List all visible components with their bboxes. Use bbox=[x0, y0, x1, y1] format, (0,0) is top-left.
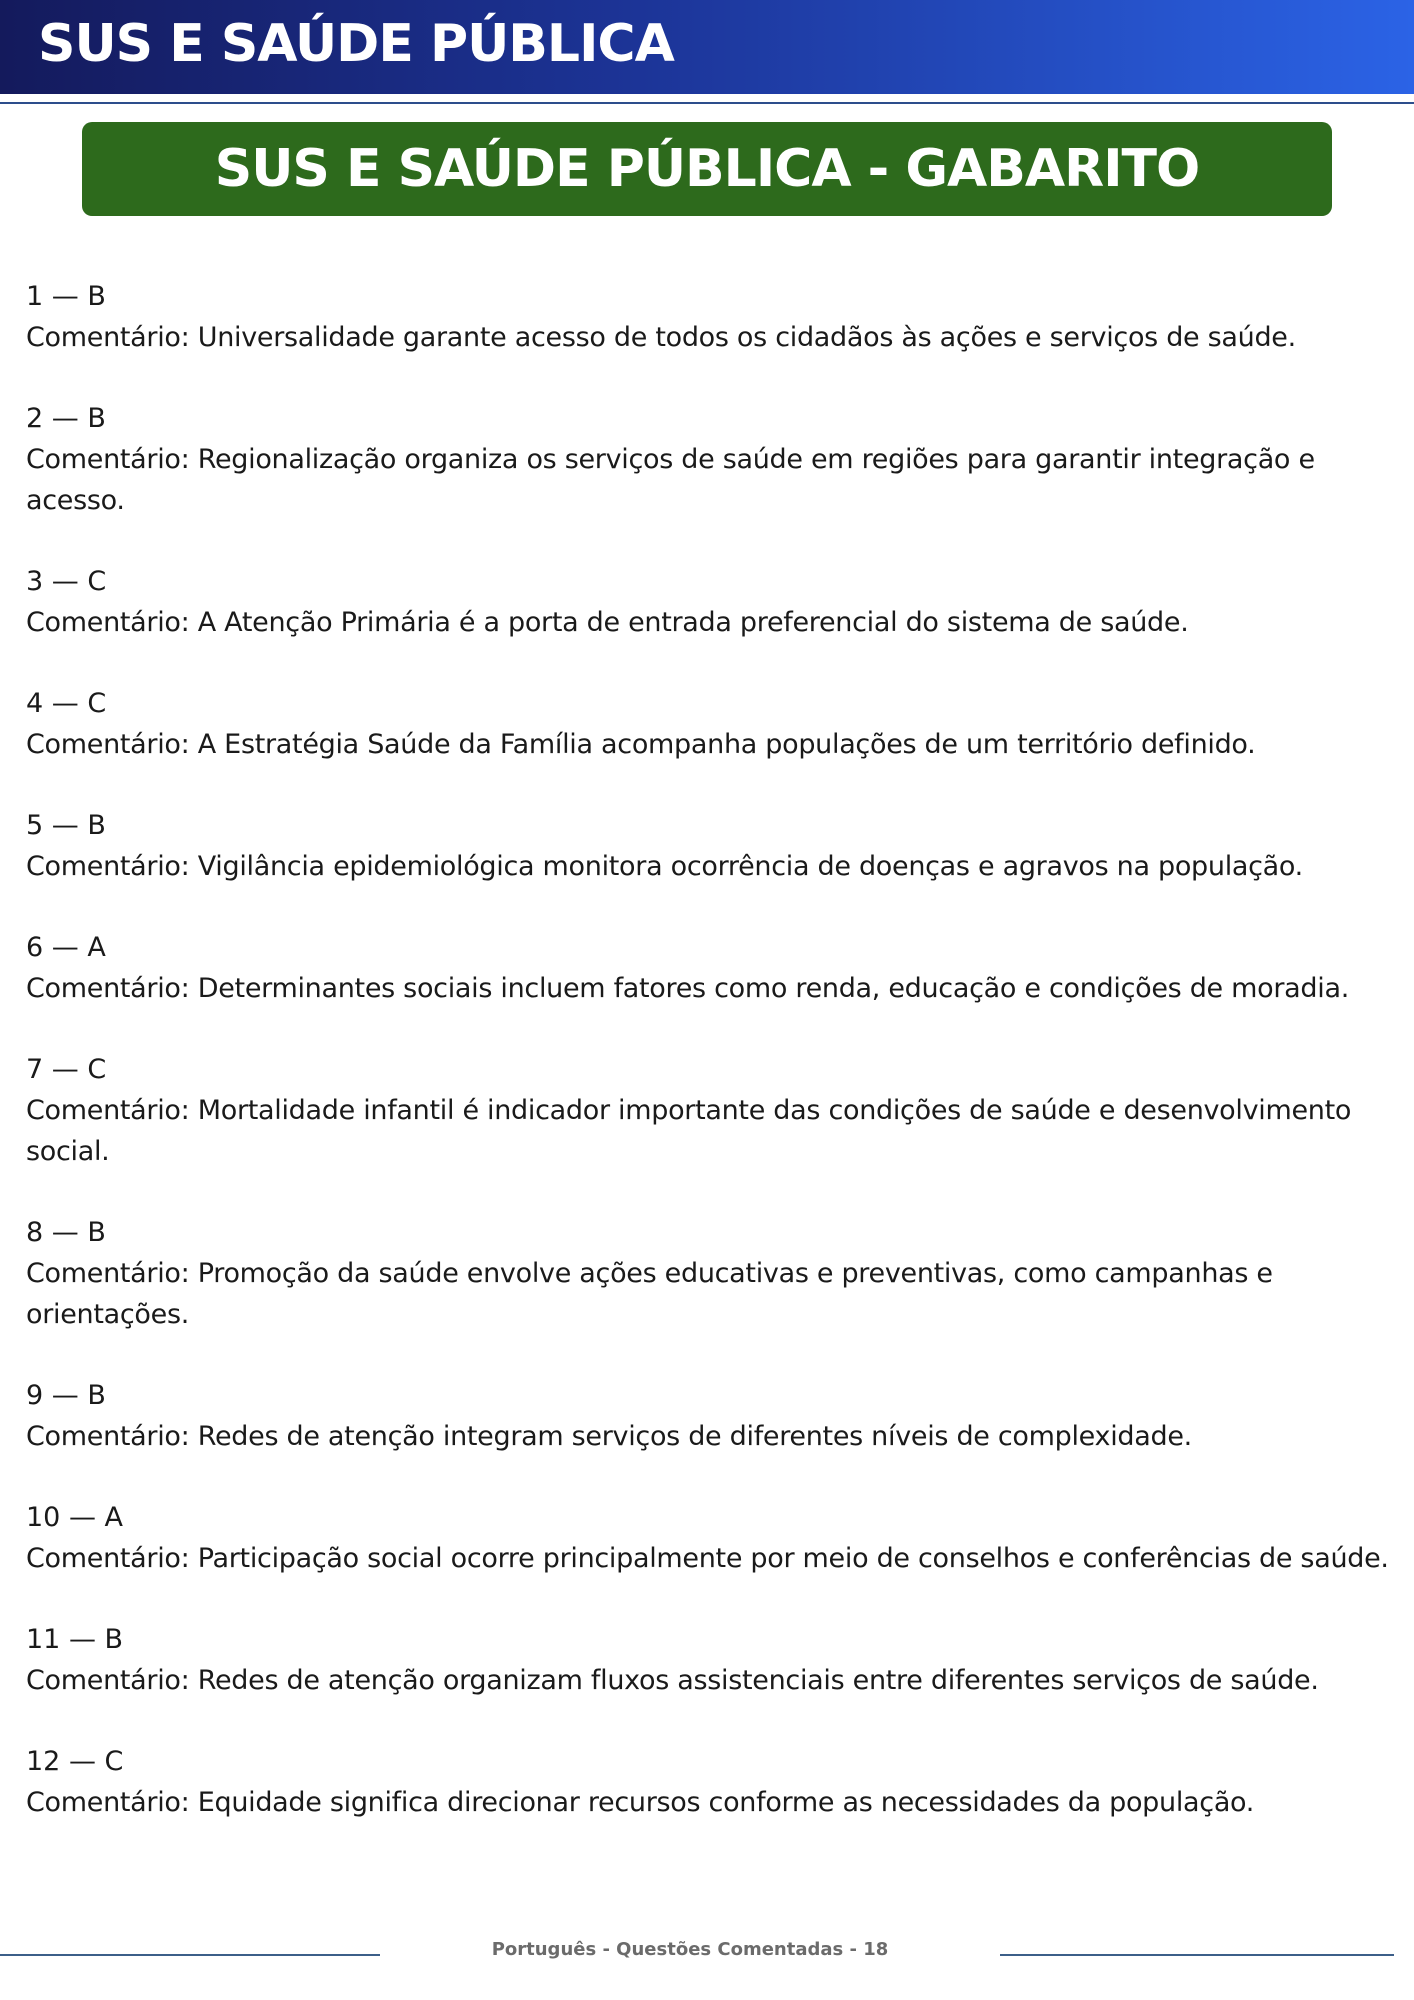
answer-item bbox=[26, 1741, 1398, 1823]
page-footer bbox=[0, 1937, 1414, 1967]
answer-key: 7 — C bbox=[26, 1054, 107, 1085]
answer-comment: Comentário: Mortalidade infantil é indicador importante das condições de saúde e desenvolvimento social. bbox=[26, 1095, 1352, 1167]
answer-key: 8 — B bbox=[26, 1217, 106, 1248]
banner-title: SUS E SAÚDE PÚBLICA bbox=[38, 14, 674, 74]
section-title: SUS E SAÚDE PÚBLICA - GABARITO bbox=[214, 139, 1200, 199]
footer-rule-right bbox=[1000, 1954, 1394, 1956]
answer-comment: Comentário: Redes de atenção organizam fluxos assistenciais entre diferentes serviços de saúde. bbox=[26, 1665, 1319, 1696]
answer-key: 5 — B bbox=[26, 810, 106, 841]
banner-divider bbox=[0, 102, 1414, 104]
answer-item bbox=[26, 398, 1398, 521]
answer-item bbox=[26, 927, 1398, 1009]
answer-comment: Comentário: Vigilância epidemiológica monitora ocorrência de doenças e agravos na população. bbox=[26, 851, 1303, 882]
answer-key: 9 — B bbox=[26, 1380, 106, 1411]
answer-key: 3 — C bbox=[26, 566, 107, 597]
answer-key: 2 — B bbox=[26, 403, 106, 434]
answer-comment: Comentário: Redes de atenção integram serviços de diferentes níveis de complexidade. bbox=[26, 1421, 1192, 1452]
answer-comment: Comentário: Promoção da saúde envolve ações educativas e preventivas, como campanhas e orientações. bbox=[26, 1258, 1273, 1330]
answer-comment: Comentário: Participação social ocorre principalmente por meio de conselhos e conferências de saúde. bbox=[26, 1543, 1389, 1574]
answer-key: 6 — A bbox=[26, 932, 106, 963]
answer-item bbox=[26, 1212, 1398, 1335]
answer-item bbox=[26, 1375, 1398, 1457]
answer-comment: Comentário: A Estratégia Saúde da Família acompanha populações de um território definido. bbox=[26, 729, 1256, 760]
answer-key: 12 — C bbox=[26, 1746, 124, 1777]
answer-key: 10 — A bbox=[26, 1502, 123, 1533]
answer-comment: Comentário: Equidade significa direcionar recursos conforme as necessidades da população. bbox=[26, 1787, 1255, 1818]
answer-comment: Comentário: Determinantes sociais incluem fatores como renda, educação e condições de moradia. bbox=[26, 973, 1349, 1004]
answer-item bbox=[26, 561, 1398, 643]
answer-item bbox=[26, 805, 1398, 887]
footer-text: Português - Questões Comentadas - 18 bbox=[491, 1939, 889, 1960]
section-header bbox=[82, 122, 1332, 216]
answer-key: 11 — B bbox=[26, 1624, 124, 1655]
answer-item bbox=[26, 1497, 1398, 1579]
top-banner bbox=[0, 0, 1414, 94]
answer-list bbox=[26, 276, 1398, 1863]
answer-comment: Comentário: Regionalização organiza os serviços de saúde em regiões para garantir integração e acesso. bbox=[26, 444, 1315, 516]
footer-rule-left bbox=[0, 1954, 380, 1956]
answer-item bbox=[26, 683, 1398, 765]
answer-item bbox=[26, 276, 1398, 358]
answer-comment: Comentário: Universalidade garante acesso de todos os cidadãos às ações e serviços de saúde. bbox=[26, 322, 1296, 353]
answer-item bbox=[26, 1049, 1398, 1172]
answer-comment: Comentário: A Atenção Primária é a porta de entrada preferencial do sistema de saúde. bbox=[26, 607, 1189, 638]
answer-key: 4 — C bbox=[26, 688, 107, 719]
answer-item bbox=[26, 1619, 1398, 1701]
answer-key: 1 — B bbox=[26, 281, 106, 312]
